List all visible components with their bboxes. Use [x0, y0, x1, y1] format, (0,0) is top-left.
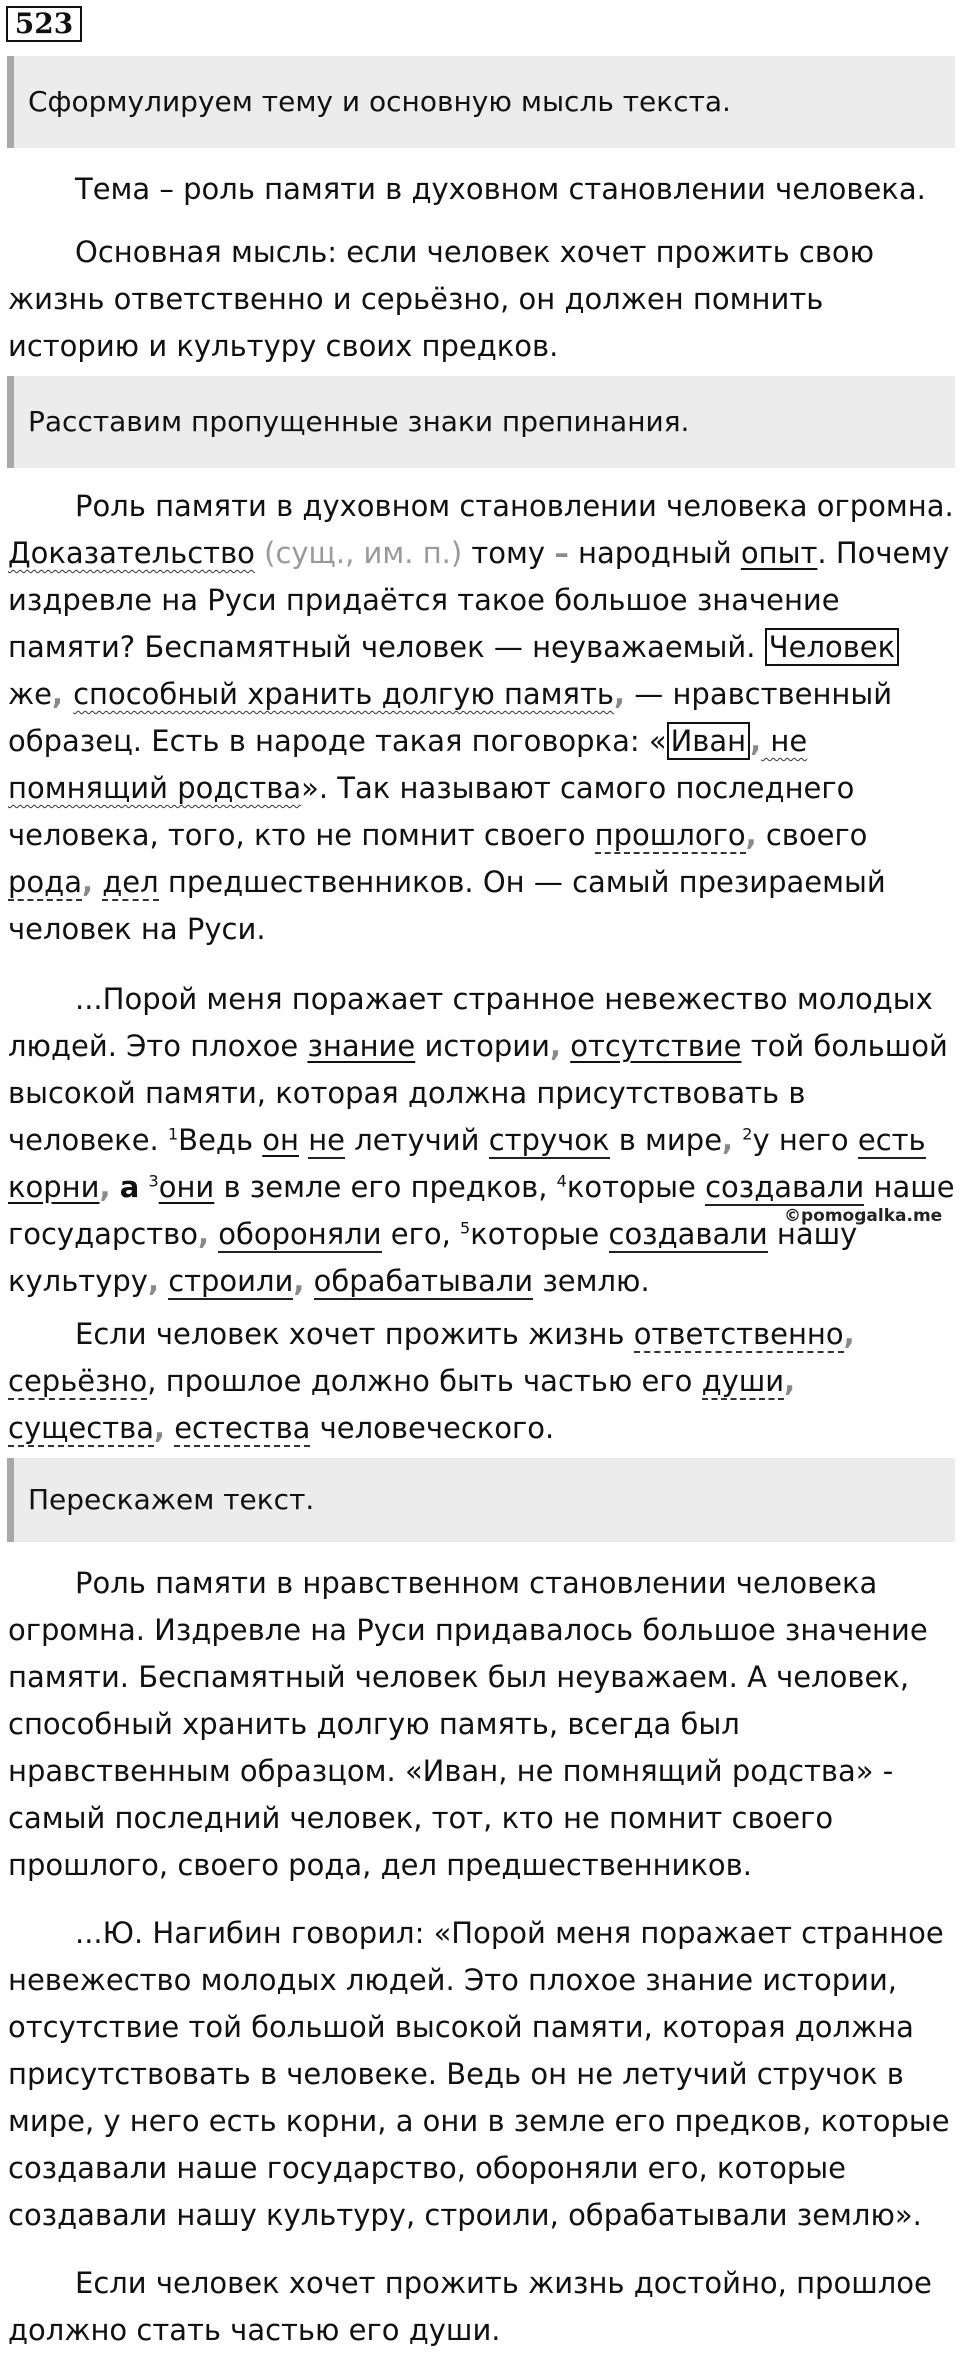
section-header-retelling: Перескажем текст.: [7, 1458, 955, 1542]
main-idea-paragraph: Основная мысль: если человек хочет прожить свою жизнь ответственно и серьёзно, он должен помнить историю и культуру своих предков.: [8, 235, 875, 363]
retelling-paragraph-2: ...Ю. Нагибин говорил: «Порой меня поражает странное невежество молодых людей. Это плохое знание истории, отсутствие той большой высокой памяти, которая должна присутствовать в человеке. Ведь он не летучий стручок в мире, у него есть корни, а они в земле его предков, которые создавали наше государство, обороняли его, которые создавали нашу культуру, строили, обрабатывали землю».: [8, 1916, 950, 2232]
section-header-punctuation: Расставим пропущенные знаки препинания.: [7, 376, 955, 468]
retelling-paragraph-3: Если человек хочет прожить жизнь достойно, прошлое должно стать частью его души.: [8, 2266, 932, 2347]
punctuation-paragraph-2: ...Порой меня поражает странное невежество молодых людей. Это плохое знание истории, отсутствие той большой высокой памяти, которая должна присутствовать в человеке. $^1$Ведь он не летучий стручок в мире, $^2$у него есть корни, а $^3$они в земле его предков, $^4$которые создавали наше государство, обороняли его, $^5$которые создавали нашу культуру, строили, обрабатывали землю.: [8, 982, 955, 1298]
retelling-paragraph-1: Роль памяти в нравственном становлении человека огромна. Издревле на Руси придавалось большое значение памяти. Беспамятный человек был неуважаем. А человек, способный хранить долгую память, всегда был нравственным образцом. «Иван, не помнящий родства» - самый последний человек, тот, кто не помнит своего прошлого, своего рода, дел предшественников.: [8, 1566, 928, 1882]
exercise-number: 523: [6, 6, 82, 42]
section-header-theme: Сформулируем тему и основную мысль текста.: [7, 56, 955, 148]
theme-paragraph: Тема – роль памяти в духовном становлении человека.: [75, 172, 926, 206]
punctuation-paragraph-1: Роль памяти в духовном становлении человека огромна. Доказательство (сущ., им. п.) тому – народный опыт. Почему издревле на Руси придаётся такое большое значение памяти? Беспамятный человек — неуважаемый. Человек же, способный хранить долгую память, — нравственный образец. Есть в народе такая поговорка: « Иван , не помнящий родства». Так называют самого последнего человека, того, кто не помнит своего прошлого, своего рода, дел предшественников. Он — самый презираемый человек на Руси.: [8, 489, 954, 946]
punctuation-paragraph-3: Если человек хочет прожить жизнь ответственно, серьёзно, прошлое должно быть частью его души, существа, естества человеческого.: [8, 1317, 855, 1445]
watermark: ©pomogalka.me: [784, 1206, 943, 1226]
